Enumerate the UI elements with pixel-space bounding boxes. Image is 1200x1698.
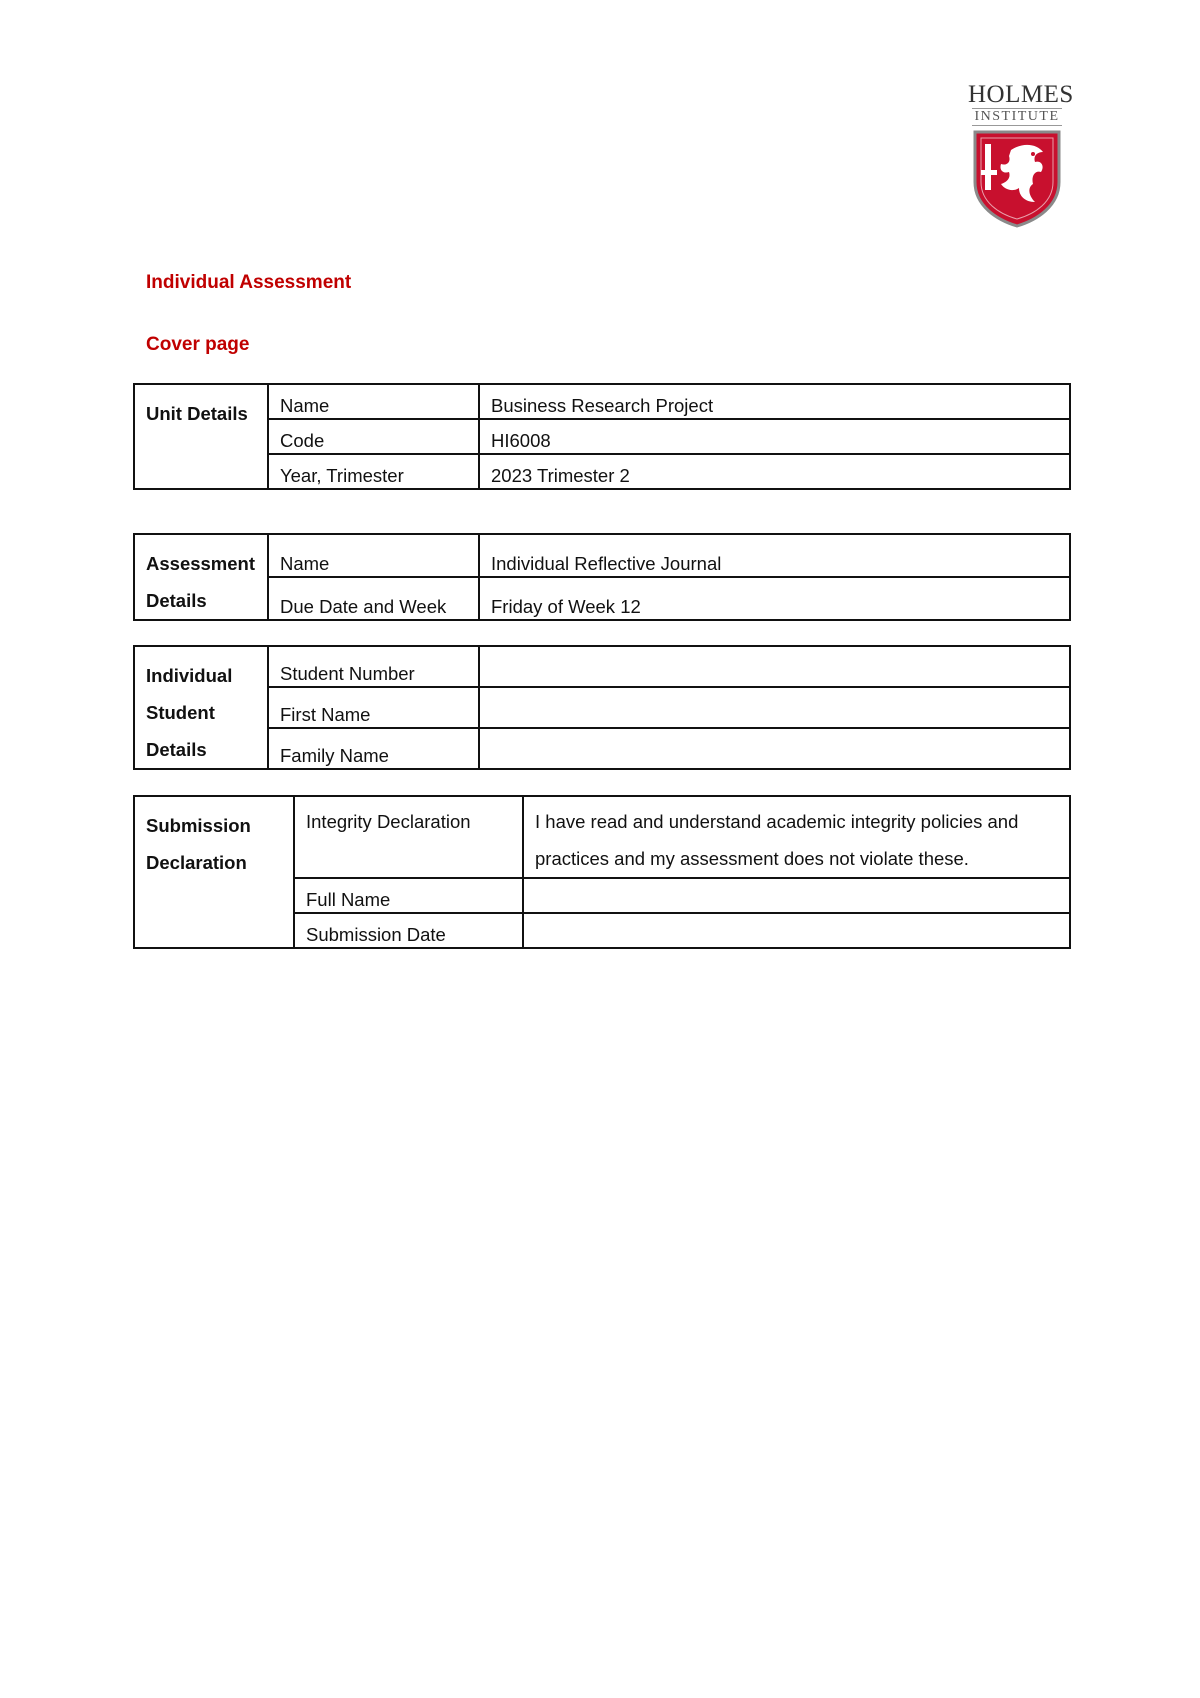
table-row [134,454,1070,489]
student-details-table [133,645,1071,770]
table-row [134,646,1070,687]
first-name-label: First Name [268,687,479,728]
griffin-shield-icon [971,130,1063,228]
submission-declaration-label: Submission Declaration [134,796,294,948]
table-row [134,728,1070,769]
first-name-field[interactable] [479,687,1070,728]
student-number-field[interactable] [479,646,1070,687]
year-trimester-value: 2023 Trimester 2 [479,454,1070,489]
table-row [134,419,1070,454]
table-row [134,534,1070,577]
assessment-name-value: Individual Reflective Journal [479,534,1070,577]
full-name-field[interactable] [523,878,1070,913]
assessment-details-table [133,533,1071,621]
unit-name-label: Name [268,384,479,419]
table-row [134,577,1070,620]
table-row [134,796,1070,878]
due-date-value: Friday of Week 12 [479,577,1070,620]
due-date-label: Due Date and Week [268,577,479,620]
integrity-declaration-text: I have read and understand academic integrity policies and practices and my assessment does not violate these. [523,796,1070,878]
holmes-institute-logo [968,81,1074,228]
unit-details-table [133,383,1071,490]
full-name-label: Full Name [294,878,523,913]
unit-code-value: HI6008 [479,419,1070,454]
student-number-label: Student Number [268,646,479,687]
assessment-name-label: Name [268,534,479,577]
unit-details-label: Unit Details [134,384,268,489]
submission-date-label: Submission Date [294,913,523,948]
family-name-field[interactable] [479,728,1070,769]
year-trimester-label: Year, Trimester [268,454,479,489]
student-details-label: Individual Student Details [134,646,268,769]
unit-name-value: Business Research Project [479,384,1070,419]
submission-date-field[interactable] [523,913,1070,948]
logo-subtitle: INSTITUTE [972,108,1062,126]
submission-declaration-table [133,795,1071,949]
assessment-details-label: Assessment Details [134,534,268,620]
table-row [134,384,1070,419]
integrity-declaration-label: Integrity Declaration [294,796,523,878]
table-row [134,687,1070,728]
unit-code-label: Code [268,419,479,454]
logo-wordmark: HOLMES [968,81,1074,108]
assessment-type-heading: Individual Assessment [146,272,352,293]
cover-page-heading: Cover page [146,334,250,355]
family-name-label: Family Name [268,728,479,769]
